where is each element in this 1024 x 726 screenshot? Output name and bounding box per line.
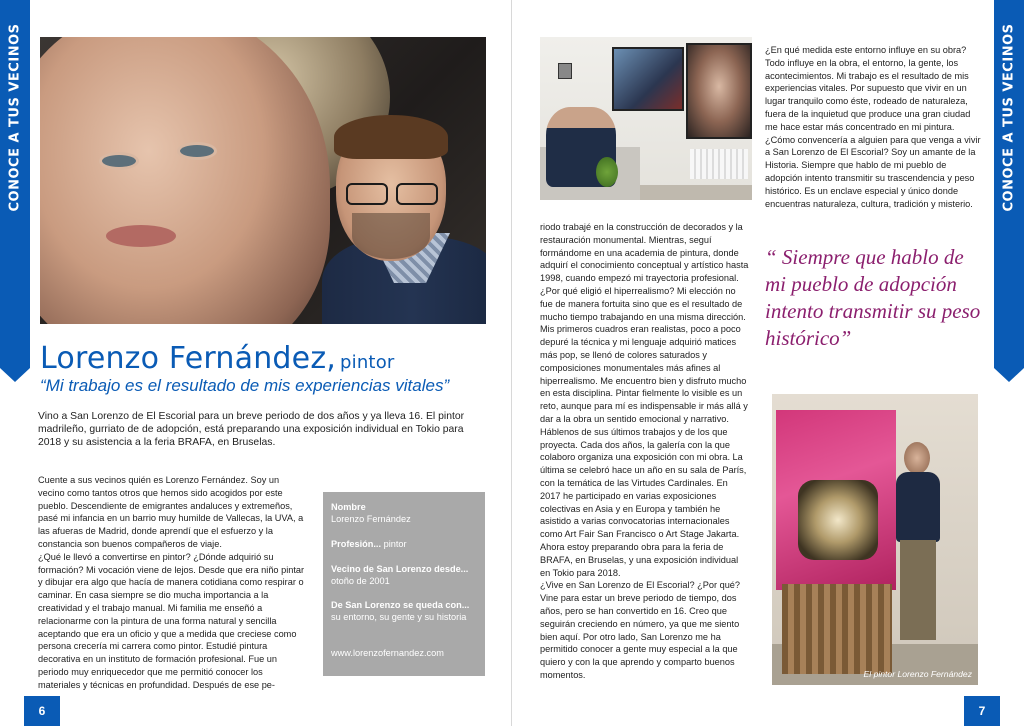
painting-frame [612, 47, 684, 111]
radiator [690, 149, 748, 179]
photo-caption: El pintor Lorenzo Fernández [863, 669, 972, 679]
paragraph: ¿En qué medida este entorno influye en su obra? Todo influye en la obra, el entorno, la gente, los acontecimientos. Mi trabajo es el resultado de mis experiencias vitales. Por supuesto que vivir en un lugar tranquilo como éste, rodeado de naturaleza, fuera de la inquietud que produce una gran ciudad me hace estar más concentrado en mi pintura. [765, 45, 971, 132]
paragraph: riodo trabajé en la construcción de decorados y la restauración monumental. Mientras, seguí formándome en una academia de pintura, donde adquirí el conocimiento conceptual y artístico hasta 1998, cuando empezó mi trayectoria profesional. [540, 222, 749, 284]
page-number-left: 6 [24, 696, 60, 726]
paragraph: Cuente a sus vecinos quién es Lorenzo Fernández. Soy un vecino como tantos otros que hemos sido acogidos por este pueblo. Descendiente de emigrantes andaluces y extremeños, pasé mi infancia en un barrio muy humilde de Vallecas, la UVA, a las afueras de Madrid, donde aprendí que el esfuerzo y la constancia son buenos compañeros de viaje. [38, 475, 304, 549]
info-name [331, 502, 479, 525]
section-tab-arrow [994, 368, 1024, 382]
article-column-middle [540, 221, 750, 682]
artist-beard [352, 213, 430, 259]
info-stay [331, 600, 479, 623]
plant [596, 157, 618, 187]
info-name-value: Lorenzo Fernández [331, 513, 411, 524]
paragraph: ¿Qué le llevó a convertirse en pintor? ¿Dónde adquirió su formación? Mi vocación viene de lejos. Desde que era niño pintar y dibujar era algo que hacía de manera cotidiana como respirar o caminar. En casa siempre se dio mucha importancia a la creatividad y el trabajo manual. Mi familia me enseñó a relacionarme con la pintura de una forma natural y sencilla aceptando que era un oficio y que a medida que creciese como persona crecería mi carrera como pintor. Estudié pintura decorativa en un instituto de formación profesional. Fue un periodo muy enriquecedor que me permitió conocer los materiales y técnicas en profundidad. Después de ese pe- [38, 551, 305, 690]
studio-photo [540, 37, 752, 200]
paragraph: Háblenos de sus últimos trabajos y de los que proyecta. Cada dos años, la galería con la que colaboro organiza una exposición con mi obra. La última se celebró hace un año en su sala de París, con la temática de las Virtudes Cardinales. En 2017 he participado en varias exposiciones colectivas en Asia y en Europa y también he asistido a varias convocatorias internacionales como Art Fair San Francisco o Art Stage Jakarta. Ahora estoy preparando obra para la feria de BRAFA, en Bruselas, y una exposición individual en Tokio para 2018. [540, 426, 747, 578]
section-tab-arrow [0, 368, 30, 382]
small-frame [558, 63, 572, 79]
section-tab-label: CONOCE A TUS VECINOS [1001, 23, 1017, 212]
article-column-right [765, 44, 985, 210]
section-tab-label: CONOCE A TUS VECINOS [7, 23, 23, 212]
info-since [331, 564, 479, 587]
painting-woman-face [40, 37, 330, 324]
painting-eye [102, 155, 136, 167]
page-number-right: 7 [964, 696, 1000, 726]
article-role: pintor [340, 352, 395, 373]
paragraph: ¿Cómo convencería a alguien para que venga a vivir a San Lorenzo de El Escorial? Soy un amante de la Historia. Siempre que hablo de mi pueblo de adopción intento transmitir su trascendencia y peso histórico. Es un enclave especial y único donde encuentras naturaleza, cultura, tradición y misterio. [765, 134, 981, 209]
article-title: Lorenzo Fernández, [40, 341, 336, 376]
article-column-left [38, 474, 306, 692]
portrait-painting-frame [686, 43, 752, 139]
info-profession [331, 539, 479, 551]
painting-eye [180, 145, 214, 157]
section-tab-left [0, 0, 30, 368]
pull-quote: “ Siempre que hablo de mi pueblo de adopción intento transmitir su peso histórico” [765, 245, 981, 350]
easel [782, 584, 892, 674]
artist-website-link[interactable]: www.lorenzofernandez.com [331, 648, 444, 658]
article-title-block [40, 341, 500, 376]
paragraph: ¿Por qué eligió el hiperrealismo? Mi elección no fue de manera fortuita sino que es el resultado de mucho tiempo trabajando en una misma dirección. Mis primeros cuadros eran realistas, poco a poco depuré la técnica y mi lenguaje adquirió matices más pop, se llenó de colores saturados y composiciones monumentales más afines al hiperrealismo. Me encuentro bien y disfruto mucho en esta disciplina. Pintar fielmente lo visible es un reto, aunque para mí es indispensable ir más allá y dar a la obra un sentido emocional y narrativo. [540, 285, 748, 424]
painting-lips [106, 225, 176, 247]
painting-photo [772, 394, 978, 685]
right-page [512, 0, 1024, 726]
info-name-label: Nombre [331, 502, 366, 512]
article-subtitle: “Mi trabajo es el resultado de mis experiencias vitales” [40, 376, 450, 395]
article-lead: Vino a San Lorenzo de El Escorial para un breve periodo de dos años y ya lleva 16. El pintor madrileño, gurriato de de adopción, está preparando una exposición individual en Tokio para 2018 y su asistencia a la feria BRAFA, en Bruselas. [38, 411, 465, 448]
info-stay-value: su entorno, su gente y su historia [331, 611, 467, 622]
section-tab-right [994, 0, 1024, 368]
hero-photo [40, 37, 486, 324]
artist-hair [334, 115, 448, 159]
profile-info-box [323, 492, 485, 676]
info-stay-label: De San Lorenzo se queda con... [331, 600, 470, 610]
info-profession-value: pintor [383, 539, 407, 549]
artist-glasses [346, 183, 440, 203]
pink-canvas [776, 410, 896, 590]
info-profession-label: Profesión... [331, 539, 382, 549]
artist-painting [890, 442, 946, 642]
info-since-label: Vecino de San Lorenzo desde... [331, 564, 469, 574]
paragraph: ¿Vive en San Lorenzo de El Escorial? ¿Por qué? Vine para estar un breve periodo de tiempo, dos años, pero se han convertido en 16. Creo que seguirán creciendo en número, ya que me siento bien aquí. Por otro lado, San Lorenzo me ha permitido conocer a gente muy especial a la que quiero y con la que aprendo y comparto buenos momentos. [540, 580, 741, 680]
info-since-value: otoño de 2001 [331, 575, 390, 586]
